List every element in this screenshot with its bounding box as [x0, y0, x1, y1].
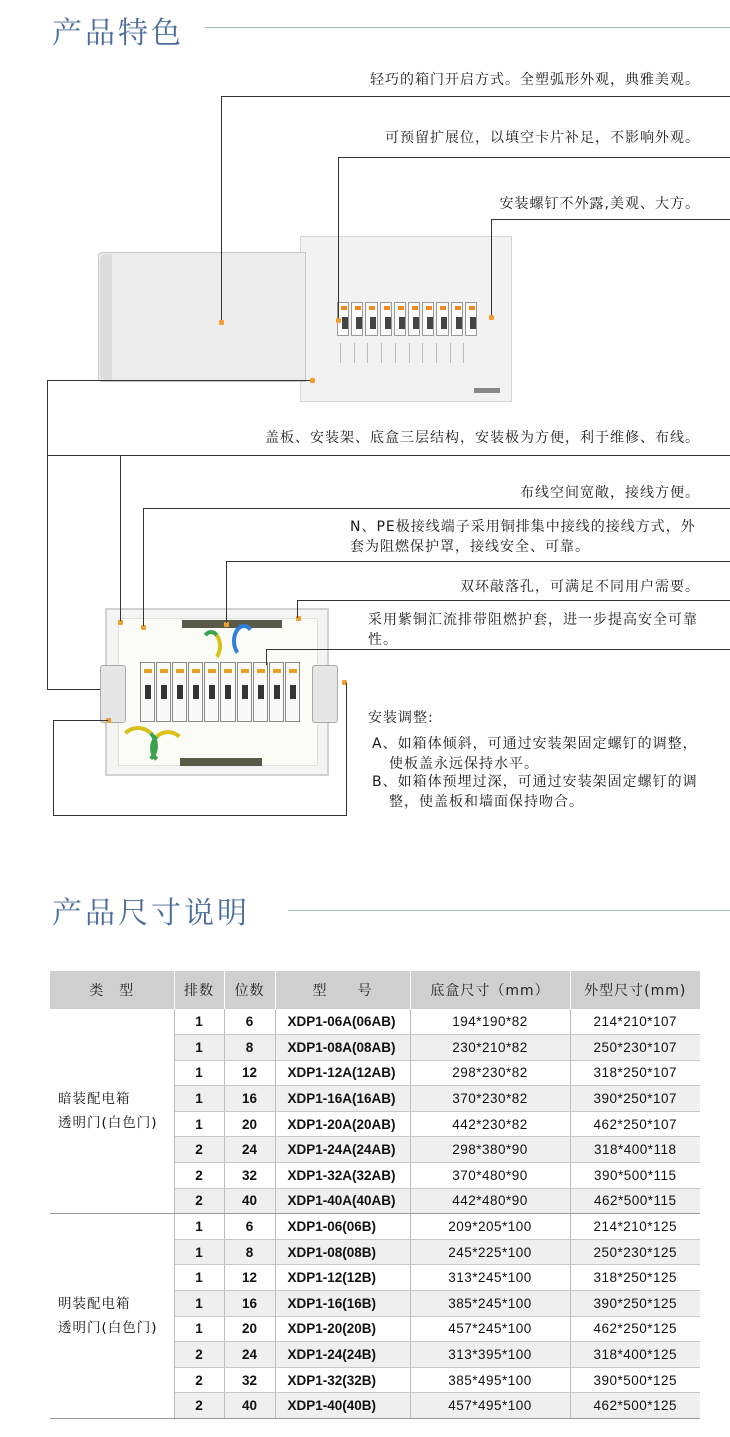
- cell-box-size: 313*245*100: [410, 1265, 570, 1291]
- right-mount-bracket: [312, 665, 338, 723]
- adjust-title: 安装调整:: [368, 710, 434, 726]
- col-positions: 位数: [224, 971, 275, 1009]
- cell-positions: 12: [224, 1265, 275, 1291]
- callout-marker: [336, 318, 341, 323]
- cell-box-size: 245*225*100: [410, 1239, 570, 1265]
- cell-model: XDP1-40(40B): [275, 1393, 410, 1419]
- callout-marker: [310, 378, 315, 383]
- cell-positions: 8: [224, 1239, 275, 1265]
- col-outer-size: 外型尺寸(mm): [570, 971, 700, 1009]
- group-name: [50, 1009, 174, 1214]
- table-header-row: [50, 971, 700, 1009]
- cell-outer-size: 390*500*125: [570, 1367, 700, 1393]
- cell-outer-size: 390*250*125: [570, 1291, 700, 1317]
- callout-wiring-space: 布线空间宽敞，接线方便。: [520, 485, 700, 501]
- cell-positions: 6: [224, 1009, 275, 1035]
- col-box-size: 底盒尺寸（mm）: [410, 971, 570, 1009]
- cell-rows: 1: [174, 1086, 224, 1112]
- cell-box-size: 457*495*100: [410, 1393, 570, 1419]
- cell-rows: 1: [174, 1316, 224, 1342]
- cell-model: XDP1-12(12B): [275, 1265, 410, 1291]
- features-title: 产品特色: [52, 16, 184, 51]
- cell-rows: 1: [174, 1060, 224, 1086]
- cell-model: XDP1-06(06B): [275, 1214, 410, 1240]
- cell-outer-size: 318*400*125: [570, 1342, 700, 1368]
- cell-positions: 32: [224, 1163, 275, 1189]
- cell-positions: 20: [224, 1111, 275, 1137]
- door-curve: [100, 254, 112, 380]
- breaker-row: [337, 302, 477, 336]
- cell-model: XDP1-20(20B): [275, 1316, 410, 1342]
- cell-box-size: 442*230*82: [410, 1111, 570, 1137]
- group-name-line1: 暗装配电箱: [58, 1091, 131, 1108]
- cell-positions: 16: [224, 1291, 275, 1317]
- left-mount-bracket: [100, 665, 126, 723]
- nameplate: [474, 388, 500, 393]
- cell-rows: 1: [174, 1239, 224, 1265]
- cell-rows: 1: [174, 1214, 224, 1240]
- cell-outer-size: 214*210*107: [570, 1009, 700, 1035]
- cell-outer-size: 318*250*107: [570, 1060, 700, 1086]
- cell-box-size: 230*210*82: [410, 1035, 570, 1061]
- cell-rows: 1: [174, 1265, 224, 1291]
- dimensions-table: [50, 971, 700, 1419]
- group-name-line1: 明装配电箱: [58, 1296, 131, 1313]
- callout-door: 轻巧的箱门开启方式。全塑弧形外观，典雅美观。: [370, 72, 700, 88]
- cell-rows: 2: [174, 1188, 224, 1214]
- cell-box-size: 370*480*90: [410, 1163, 570, 1189]
- cell-model: XDP1-24(24B): [275, 1342, 410, 1368]
- breaker-row: [140, 662, 300, 722]
- cell-box-size: 298*230*82: [410, 1060, 570, 1086]
- cell-rows: 1: [174, 1035, 224, 1061]
- cell-model: XDP1-20A(20AB): [275, 1111, 410, 1137]
- cell-outer-size: 390*500*115: [570, 1163, 700, 1189]
- cell-model: XDP1-32(32B): [275, 1367, 410, 1393]
- group-name: [50, 1214, 174, 1419]
- cell-model: XDP1-40A(40AB): [275, 1188, 410, 1214]
- table-row: [50, 1214, 700, 1240]
- cell-outer-size: 318*400*118: [570, 1137, 700, 1163]
- open-door: [98, 252, 306, 382]
- group-name-line2: 透明门(白色门): [58, 1320, 158, 1337]
- cell-positions: 24: [224, 1137, 275, 1163]
- table-row: [50, 1009, 700, 1035]
- cell-model: XDP1-12A(12AB): [275, 1060, 410, 1086]
- cell-model: XDP1-08(08B): [275, 1239, 410, 1265]
- cell-positions: 40: [224, 1393, 275, 1419]
- cell-box-size: 457*245*100: [410, 1316, 570, 1342]
- cell-outer-size: 318*250*125: [570, 1265, 700, 1291]
- callout-knockouts: 双环敲落孔，可满足不同用户需要。: [460, 579, 700, 595]
- top-busbar: [182, 620, 282, 628]
- adjust-b: B、如箱体预埋过深，可通过安装架固定螺钉的调整，使盖板和墙面保持吻合。: [372, 774, 698, 810]
- col-type: 类 型: [50, 971, 174, 1009]
- cell-outer-size: 390*250*107: [570, 1086, 700, 1112]
- cell-rows: 2: [174, 1137, 224, 1163]
- cell-box-size: 298*380*90: [410, 1137, 570, 1163]
- col-model: 型 号: [275, 971, 410, 1009]
- cell-box-size: 370*230*82: [410, 1086, 570, 1112]
- cell-model: XDP1-08A(08AB): [275, 1035, 410, 1061]
- cell-box-size: 194*190*82: [410, 1009, 570, 1035]
- knockout-slots: [340, 343, 472, 363]
- cell-positions: 12: [224, 1060, 275, 1086]
- adjust-a: A、如箱体倾斜，可通过安装架固定螺钉的调整，使板盖永远保持水平。: [372, 736, 698, 772]
- cell-box-size: 385*495*100: [410, 1367, 570, 1393]
- dimensions-title-rule: [288, 910, 730, 911]
- cell-rows: 2: [174, 1342, 224, 1368]
- cell-positions: 16: [224, 1086, 275, 1112]
- cell-model: XDP1-32A(32AB): [275, 1163, 410, 1189]
- bottom-busbar: [180, 758, 262, 766]
- cell-model: XDP1-24A(24AB): [275, 1137, 410, 1163]
- cell-rows: 1: [174, 1009, 224, 1035]
- callout-busbar: 采用紫铜汇流排带阻燃护套，进一步提高安全可靠性。: [368, 612, 698, 648]
- cell-rows: 1: [174, 1291, 224, 1317]
- cell-positions: 8: [224, 1035, 275, 1061]
- cell-positions: 6: [224, 1214, 275, 1240]
- cell-positions: 40: [224, 1188, 275, 1214]
- cell-rows: 2: [174, 1367, 224, 1393]
- cell-rows: 2: [174, 1163, 224, 1189]
- features-title-rule: [205, 27, 730, 28]
- cell-model: XDP1-06A(06AB): [275, 1009, 410, 1035]
- cell-positions: 20: [224, 1316, 275, 1342]
- cell-positions: 24: [224, 1342, 275, 1368]
- cell-box-size: 385*245*100: [410, 1291, 570, 1317]
- cell-box-size: 209*205*100: [410, 1214, 570, 1240]
- callout-structure: 盖板、安装架、底盒三层结构，安装极为方便，利于维修、布线。: [265, 430, 700, 446]
- cell-positions: 32: [224, 1367, 275, 1393]
- cell-box-size: 442*480*90: [410, 1188, 570, 1214]
- cell-box-size: 313*395*100: [410, 1342, 570, 1368]
- cell-rows: 2: [174, 1393, 224, 1419]
- col-rows: 排数: [174, 971, 224, 1009]
- dimensions-title: 产品尺寸说明: [52, 896, 250, 931]
- cell-outer-size: 462*250*125: [570, 1316, 700, 1342]
- group-name-line2: 透明门(白色门): [58, 1115, 158, 1132]
- cell-outer-size: 462*250*107: [570, 1111, 700, 1137]
- cell-outer-size: 250*230*107: [570, 1035, 700, 1061]
- cell-model: XDP1-16(16B): [275, 1291, 410, 1317]
- cell-outer-size: 214*210*125: [570, 1214, 700, 1240]
- cell-model: XDP1-16A(16AB): [275, 1086, 410, 1112]
- cell-rows: 1: [174, 1111, 224, 1137]
- callout-terminals: N、PE极接线端子采用铜排集中接线的接线方式，外套为阻燃保护罩，接线安全、可靠。: [350, 519, 696, 555]
- cell-outer-size: 250*230*125: [570, 1239, 700, 1265]
- callout-expansion: 可预留扩展位，以填空卡片补足，不影响外观。: [385, 130, 700, 146]
- cell-outer-size: 462*500*115: [570, 1188, 700, 1214]
- cell-outer-size: 462*500*125: [570, 1393, 700, 1419]
- callout-screws: 安装螺钉不外露,美观、大方。: [499, 196, 700, 212]
- callout-marker: [219, 320, 224, 325]
- callout-marker: [489, 315, 494, 320]
